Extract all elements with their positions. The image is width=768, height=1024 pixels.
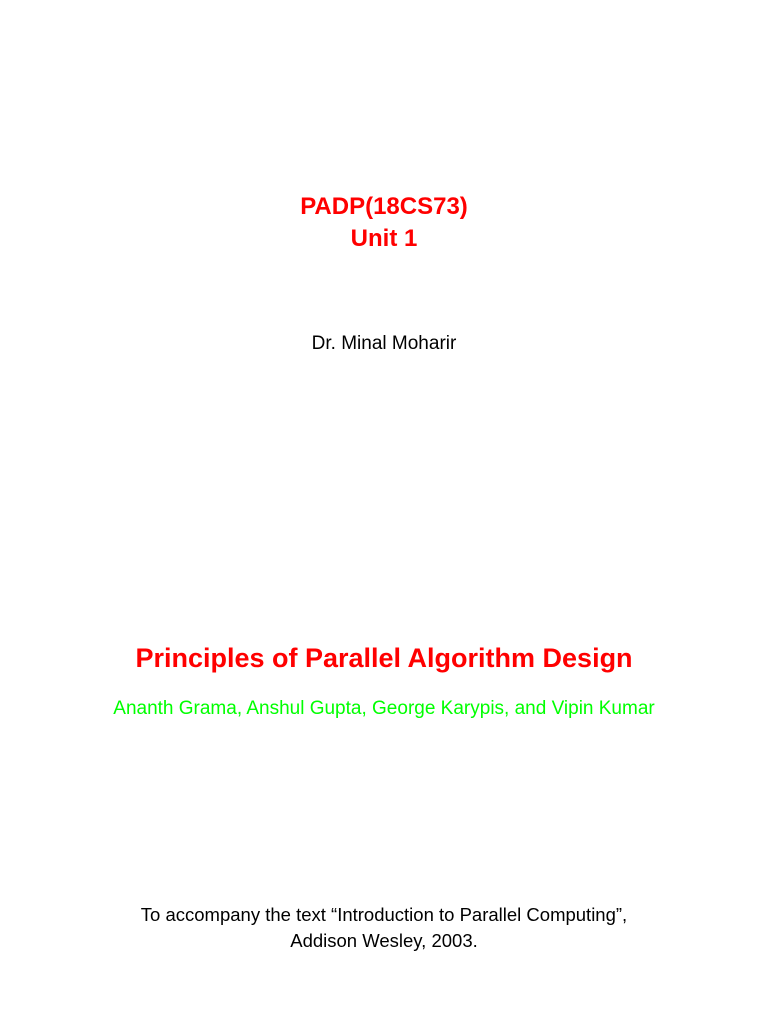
- slide-title: Principles of Parallel Algorithm Design: [135, 643, 633, 673]
- course-code: PADP(18CS73): [300, 193, 468, 220]
- author-list: Ananth Grama, Anshul Gupta, George Karypis, and Vipin Kumar: [113, 698, 655, 719]
- presenter-name: Dr. Minal Moharir: [311, 333, 457, 354]
- accompany-text: To accompany the text “Introduction to Parallel Computing”,: [140, 904, 628, 925]
- unit-label: Unit 1: [350, 225, 418, 252]
- publisher-text: Addison Wesley, 2003.: [290, 930, 478, 951]
